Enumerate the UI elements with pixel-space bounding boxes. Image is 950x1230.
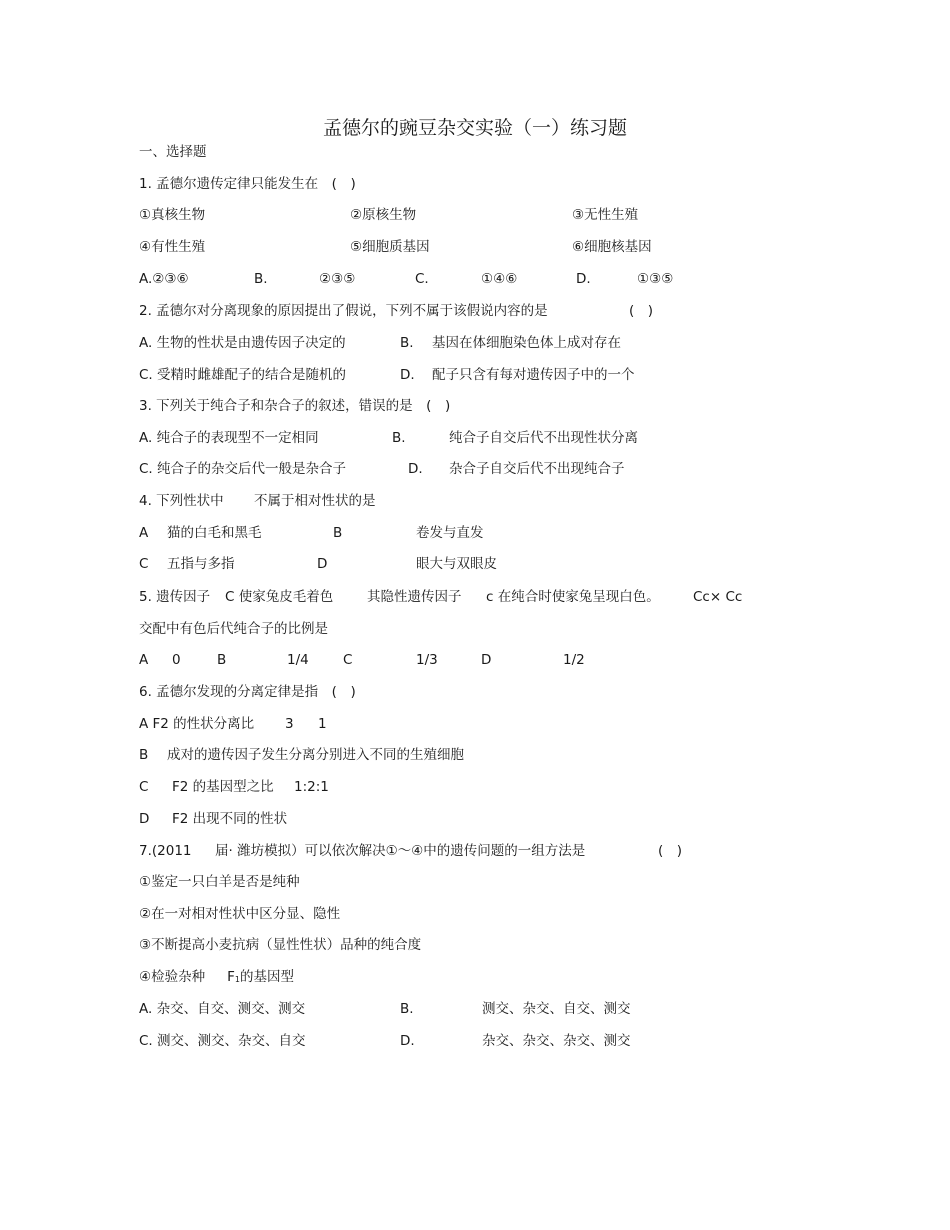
q6-option-d-label: D <box>139 811 150 827</box>
q4-option-a-text: 猫的白毛和黑毛 <box>167 525 262 541</box>
q1-item: ⑤细胞质基因 <box>350 239 430 255</box>
q7-item <box>139 968 294 989</box>
q6-option-a-text: A F2 的性状分离比 <box>139 716 255 732</box>
q7-item: ②在一对相对性状中区分显、隐性 <box>139 906 341 922</box>
q1-item: ⑥细胞核基因 <box>572 239 652 255</box>
q1-item: ④有性生殖 <box>139 239 206 255</box>
section-heading: 一、选择题 <box>139 144 207 160</box>
q5-option-c-label: C <box>343 652 353 668</box>
page-title: 孟德尔的豌豆杂交实验（一）练习题 <box>322 117 627 139</box>
q4-stem-cont: 不属于相对性状的是 <box>254 493 376 509</box>
q7-stem-cont: 届· 潍坊模拟）可以依次解决①～④中的遗传问题的一组方法是 <box>215 843 586 859</box>
q7-item-text: 的基因型 <box>239 969 294 985</box>
q6-option-b-label: B <box>139 747 149 763</box>
q5-option-b-value: 1/4 <box>287 652 309 668</box>
q2-stem: 2. 孟德尔对分离现象的原因提出了假说，下列不属于该假说内容的是 <box>139 303 548 319</box>
q5-option-c-value: 1/3 <box>416 652 438 668</box>
q7-stem: 7.(2011 <box>139 843 192 859</box>
q5-option-a-label: A <box>139 652 149 668</box>
q1-item: ③无性生殖 <box>572 207 639 223</box>
q1-option-d-label: D. <box>576 271 591 287</box>
q7-option-c: C. 测交、测交、杂交、自交 <box>139 1033 306 1049</box>
q2-option-d-label: D. <box>400 367 415 383</box>
q1-option-d-text: ①③⑤ <box>637 271 674 287</box>
q4-stem: 4. 下列性状中 <box>139 493 224 509</box>
q5-stem-part: 5. 遗传因子 <box>139 589 211 605</box>
q4-option-a-label: A <box>139 525 149 541</box>
q1-item: ①真核生物 <box>139 207 206 223</box>
q4-option-b-text: 卷发与直发 <box>416 525 484 541</box>
q1-option-b-text: ②③⑤ <box>319 271 356 287</box>
q3-option-c: C. 纯合子的杂交后代一般是杂合子 <box>139 461 347 477</box>
q7-option-d-label: D. <box>400 1033 415 1049</box>
q4-option-c-label: C <box>139 556 149 572</box>
q5-option-d-value: 1/2 <box>563 652 585 668</box>
q6-option-d-text: F2 出现不同的性状 <box>172 811 288 827</box>
q7-item: ③不断提高小麦抗病（显性性状）品种的纯合度 <box>139 937 422 953</box>
q1-option-c-label: C. <box>415 271 429 287</box>
q6-option-a-ratio: 1 <box>318 716 327 732</box>
q7-answer-paren: ( ) <box>658 843 683 859</box>
q3-option-d-text: 杂合子自交后代不出现纯合子 <box>449 461 625 477</box>
q3-option-d-label: D. <box>408 461 423 477</box>
q6-option-c-label: C <box>139 779 149 795</box>
q6-option-c-ratio: 1:2:1 <box>294 779 329 795</box>
q3-option-b-text: 纯合子自交后代不出现性状分离 <box>449 430 638 446</box>
q1-option-b-label: B. <box>254 271 268 287</box>
q5-option-a-value: 0 <box>172 652 181 668</box>
q5-stem-line2: 交配中有色后代纯合子的比例是 <box>139 621 328 637</box>
q4-option-d-label: D <box>317 556 328 572</box>
q3-stem: 3. 下列关于纯合子和杂合子的叙述，错误的是 ( ) <box>139 398 451 414</box>
q1-item: ②原核生物 <box>350 207 417 223</box>
q7-option-a: A. 杂交、自交、测交、测交 <box>139 1001 306 1017</box>
q2-option-c: C. 受精时雌雄配子的结合是随机的 <box>139 367 347 383</box>
q2-option-a: A. 生物的性状是由遗传因子决定的 <box>139 335 346 351</box>
q5-stem-part: 其隐性遗传因子 <box>367 589 462 605</box>
q2-option-b-text: 基因在体细胞染色体上成对存在 <box>432 335 621 351</box>
q3-option-a: A. 纯合子的表现型不一定相同 <box>139 430 319 446</box>
q2-option-b-label: B. <box>400 335 414 351</box>
q5-option-d-label: D <box>481 652 492 668</box>
q7-item-subscript: 1 <box>234 975 240 984</box>
q2-option-d-text: 配子只含有每对遗传因子中的一个 <box>432 367 635 383</box>
q3-option-b-label: B. <box>392 430 406 446</box>
q5-stem-part: c 在纯合时使家兔呈现白色。 <box>486 589 660 605</box>
q6-option-c-text: F2 的基因型之比 <box>172 779 274 795</box>
q4-option-d-text: 眼大与双眼皮 <box>416 556 497 572</box>
q5-option-b-label: B <box>217 652 227 668</box>
q7-option-b-label: B. <box>400 1001 414 1017</box>
q7-item-text: ④检验杂种 <box>139 969 206 985</box>
q1-stem: 1. 孟德尔遗传定律只能发生在 ( ) <box>139 176 356 192</box>
q7-item: ①鉴定一只白羊是否是纯种 <box>139 874 300 890</box>
q6-option-b-text: 成对的遗传因子发生分离分别进入不同的生殖细胞 <box>167 747 464 763</box>
q7-item-f: F <box>227 969 235 985</box>
q4-option-c-text: 五指与多指 <box>167 556 235 572</box>
q1-option-a: A.②③⑥ <box>139 271 189 287</box>
q4-option-b-label: B <box>333 525 343 541</box>
q5-stem-part: C 使家兔皮毛着色 <box>225 589 334 605</box>
q6-stem: 6. 孟德尔发现的分离定律是指 ( ) <box>139 684 356 700</box>
q7-option-b-text: 测交、杂交、自交、测交 <box>482 1001 631 1017</box>
q7-option-d-text: 杂交、杂交、杂交、测交 <box>482 1033 631 1049</box>
q2-answer-paren: ( ) <box>629 303 654 319</box>
q5-cross: Cc× Cc <box>693 589 743 605</box>
q6-option-a-ratio: 3 <box>285 716 294 732</box>
q1-option-c-text: ①④⑥ <box>481 271 518 287</box>
